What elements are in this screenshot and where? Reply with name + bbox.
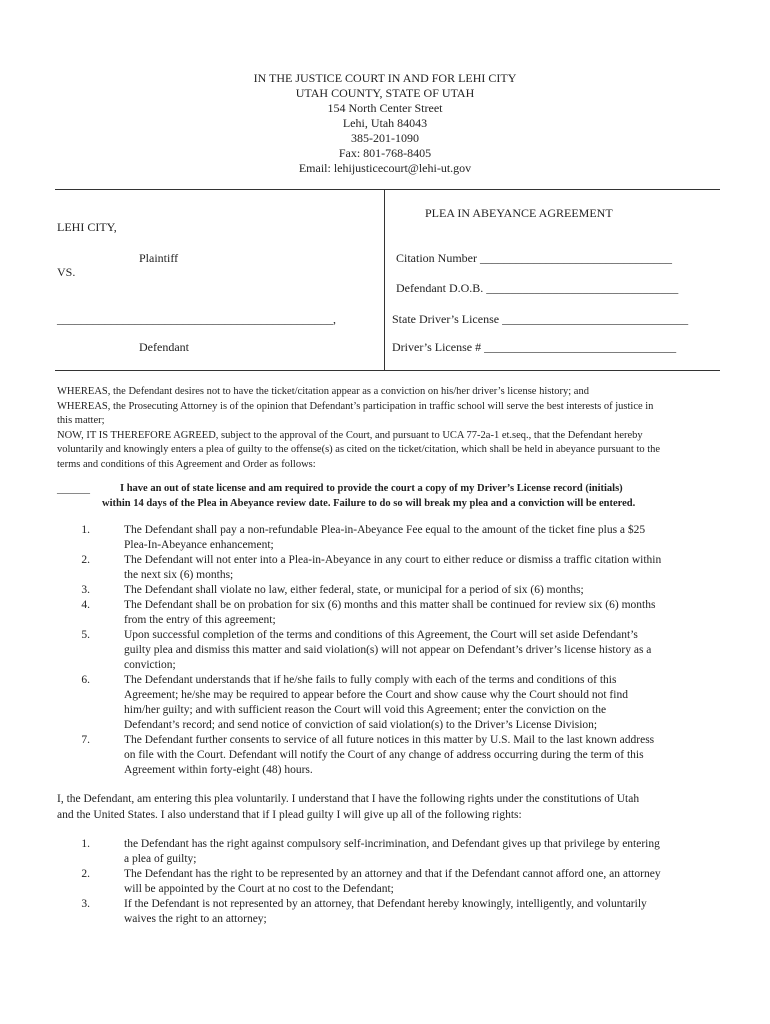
term-text: him/her guilty; and with sufficient reason the Court will void this Agreement; enter the conviction on the <box>124 704 607 716</box>
rights-intro-line: and the United States. I also understand that if I plead guilty I will give up all of the following rights: <box>57 808 522 821</box>
phone: 385-201-1090 <box>351 131 419 145</box>
versus: VS. <box>57 265 76 279</box>
whereas-paragraph <box>57 385 722 472</box>
whereas-line: voluntarily and knowingly enters a plea of guilty to the offense(s) as cited on the ticket/citation, which shall be held in abeyance pursuant to the <box>57 444 661 455</box>
street-address: 154 North Center Street <box>327 101 443 115</box>
term-item <box>50 673 730 733</box>
term-text: The Defendant shall be on probation for six (6) months and this matter shall be continued for review six (6) months <box>124 599 656 611</box>
term-number: 5. <box>81 629 90 641</box>
email: Email: lehijusticecourt@lehi-ut.gov <box>298 161 472 175</box>
right-text: will be appointed by the Court at no cost to the Defendant; <box>124 883 394 895</box>
term-item <box>50 733 730 778</box>
term-number: 3. <box>81 584 90 596</box>
caption-bottom-rule <box>55 370 720 371</box>
county-state: UTAH COUNTY, STATE OF UTAH <box>295 86 475 100</box>
term-text: conviction; <box>124 659 176 671</box>
term-text: The Defendant shall pay a non-refundable Plea-in-Abeyance Fee equal to the amount of the ticket fine plus a $25 <box>124 524 646 536</box>
term-text: The Defendant further consents to service of all future notices in this matter by U.S. Mail to the last known address <box>124 734 655 746</box>
rights-list <box>50 837 730 927</box>
right-text: waives the right to an attorney; <box>124 913 267 925</box>
whereas-line: WHEREAS, the Defendant desires not to have the ticket/citation appear as a conviction on his/her driver’s license history; and <box>57 386 589 397</box>
term-number: 1. <box>81 524 90 536</box>
caption-divider <box>384 190 385 370</box>
whereas-line: this matter; <box>57 415 105 426</box>
term-number: 7. <box>81 734 90 746</box>
defendant-dob-field: Defendant D.O.B. ________________________________ <box>396 281 679 295</box>
caption-top-rule <box>55 189 720 190</box>
plaintiff-label: Plaintiff <box>139 251 179 265</box>
right-item <box>50 837 730 867</box>
out-of-state-notice-line2: within 14 days of the Plea in Abeyance review date. Failure to do so will break my plea and a conviction will be entered. <box>102 498 636 509</box>
court-name: IN THE JUSTICE COURT IN AND FOR LEHI CITY <box>253 71 517 85</box>
term-number: 6. <box>81 674 90 686</box>
right-text: a plea of guilty; <box>124 853 197 865</box>
term-text: Agreement within forty-eight (48) hours. <box>124 764 313 776</box>
terms-list <box>50 523 730 778</box>
term-text: from the entry of this agreement; <box>124 614 276 626</box>
plaintiff-name: LEHI CITY, <box>57 220 117 234</box>
term-text: Upon successful completion of the terms and conditions of this Agreement, the Court will set aside Defendant’s <box>124 629 638 641</box>
term-text: Agreement; he/she may be required to appear before the Court and show cause why the Court should not find <box>124 689 628 701</box>
term-text: Defendant’s record; and send notice of conviction of said violation(s) to the Driver’s License Division; <box>124 719 598 731</box>
document-title: PLEA IN ABEYANCE AGREEMENT <box>425 206 613 220</box>
right-item <box>50 897 730 927</box>
term-item <box>50 523 730 553</box>
right-number: 2. <box>81 868 90 880</box>
term-item <box>50 598 730 628</box>
defendant-name-line: ______________________________________________, <box>57 312 336 326</box>
citation-number-field: Citation Number ________________________________ <box>396 251 672 265</box>
right-text: the Defendant has the right against compulsory self-incrimination, and Defendant gives up that privilege by entering <box>124 838 660 850</box>
term-item <box>50 628 730 673</box>
city-zip: Lehi, Utah 84043 <box>342 116 428 130</box>
right-text: The Defendant has the right to be represented by an attorney and that if the Defendant cannot afford one, an attorney <box>124 868 661 880</box>
term-item <box>50 553 730 583</box>
fax: Fax: 801-768-8405 <box>338 146 432 160</box>
out-of-state-notice-line1: I have an out of state license and am required to provide the court a copy of my Driver’s License record (initials) <box>120 483 623 494</box>
rights-intro <box>57 792 639 823</box>
rights-intro-line: I, the Defendant, am entering this plea voluntarily. I understand that I have the following rights under the constitutions of Utah <box>57 793 640 805</box>
whereas-line: terms and conditions of this Agreement and Order as follows: <box>57 458 316 470</box>
state-drivers-license-field: State Driver’s License _______________________________ <box>392 312 689 326</box>
term-text: Plea-In-Abeyance enhancement; <box>124 539 274 551</box>
right-number: 1. <box>81 838 90 850</box>
whereas-line: NOW, IT IS THEREFORE AGREED, subject to the approval of the Court, and pursuant to UCA 77-2a-1 et.seq., that the Defendant hereby <box>57 429 643 441</box>
term-text: The Defendant understands that if he/she fails to fully comply with each of the terms and conditions of this <box>124 674 617 686</box>
initials-blank: ______ <box>57 483 90 495</box>
right-item <box>50 867 730 897</box>
whereas-line: WHEREAS, the Prosecuting Attorney is of the opinion that Defendant’s participation in traffic school will serve the best interests of justice in <box>57 400 654 412</box>
term-number: 4. <box>81 599 90 611</box>
term-text: The Defendant will not enter into a Plea-in-Abeyance in any court to either reduce or dismiss a traffic citation within <box>124 554 662 566</box>
right-number: 3. <box>81 898 90 910</box>
drivers-license-number-field: Driver’s License # ________________________________ <box>392 340 677 354</box>
term-text: The Defendant shall violate no law, either federal, state, or municipal for a period of six (6) months; <box>124 584 584 596</box>
defendant-label: Defendant <box>139 340 189 354</box>
right-text: If the Defendant is not represented by an attorney, that Defendant hereby knowingly, intelligently, and voluntarily <box>124 898 647 910</box>
term-item <box>50 583 730 598</box>
term-text: on file with the Court. Defendant will notify the Court of any change of address occurring during the term of this <box>124 749 644 761</box>
term-text: the next six (6) months; <box>124 569 234 581</box>
term-number: 2. <box>81 554 90 566</box>
term-text: guilty plea and dismiss this matter and said violation(s) will not appear on Defendant’s driver’s license history as a <box>124 644 652 656</box>
